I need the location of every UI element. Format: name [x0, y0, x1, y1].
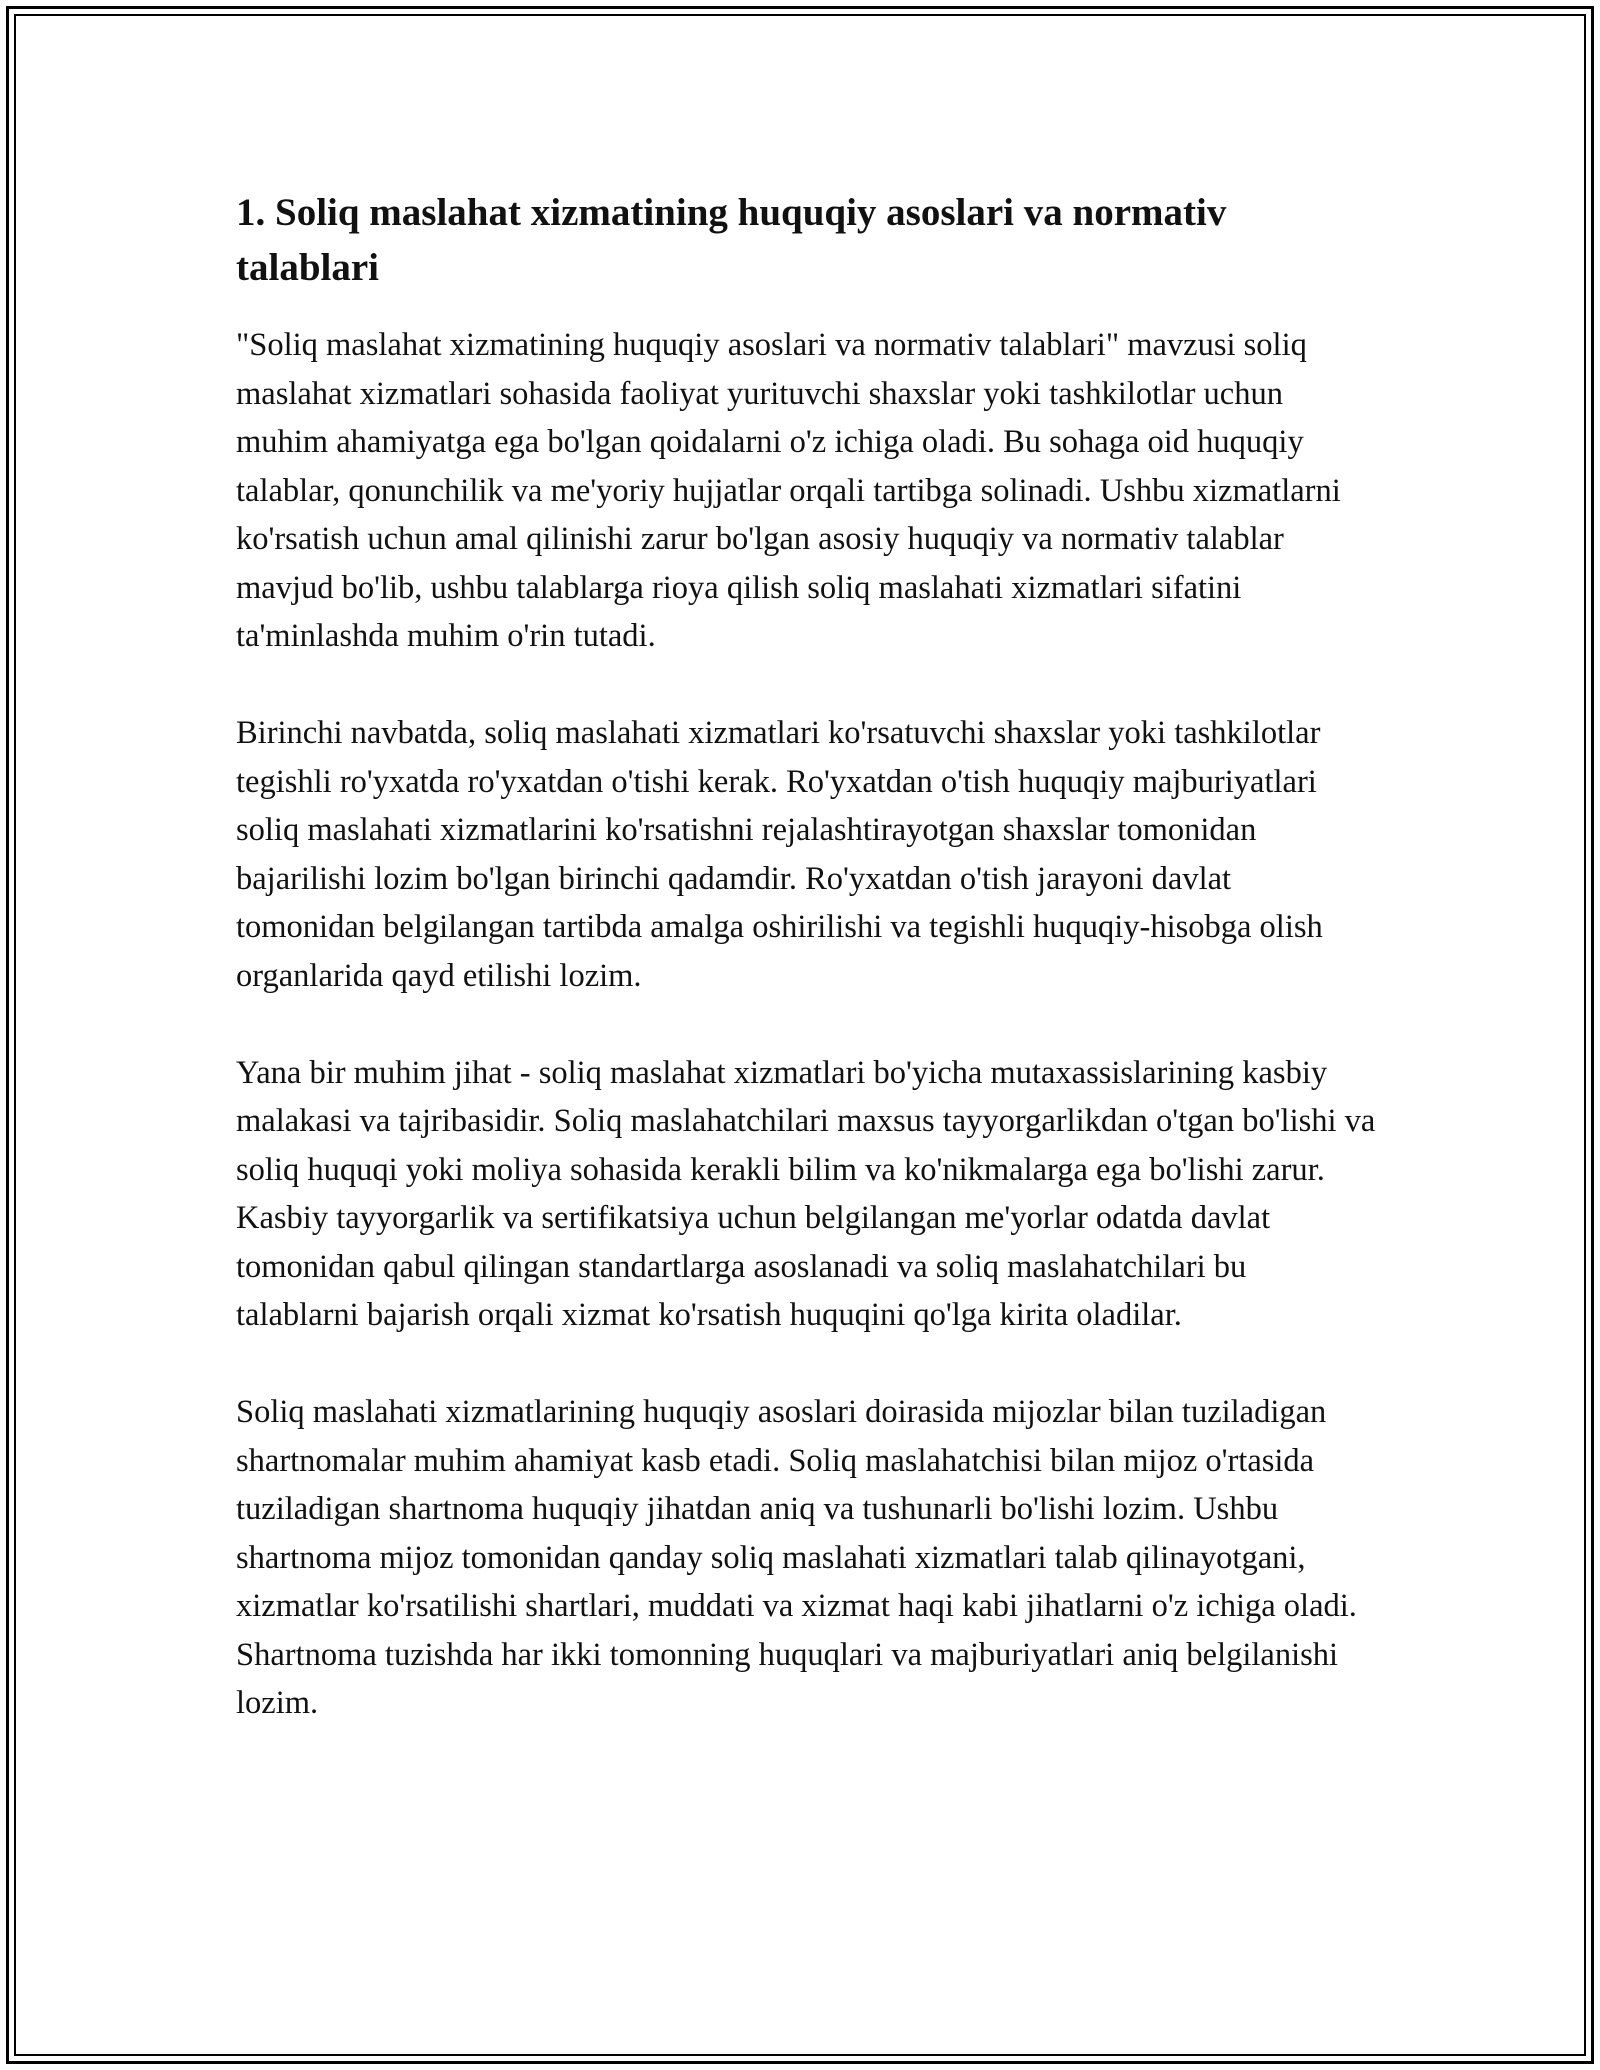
- paragraph-1: "Soliq maslahat xizmatining huquqiy asoslari va normativ talablari" mavzusi soliq maslahat xizmatlari sohasida faoliyat yurituvchi shaxslar yoki tashkilotlar uchun muhim ahamiyatga ega bo'lgan qoidalarni o'z ichiga oladi. Bu sohaga oid huquqiy talablar, qonunchilik va me'yoriy hujjatlar orqali tartibga solinadi. Ushbu xizmatlarni ko'rsatish uchun amal qilinishi zarur bo'lgan asosiy huquqiy va normativ talablar mavjud bo'lib, ushbu talablarga rioya qilish soliq maslahati xizmatlari sifatini ta'minlashda muhim o'rin tutadi.: [236, 327, 1341, 654]
- paragraph-4: Soliq maslahati xizmatlarining huquqiy asoslari doirasida mijozlar bilan tuziladigan shartnomalar muhim ahamiyat kasb etadi. Soliq maslahatchisi bilan mijoz o'rtasida tuziladigan shartnoma huquqiy jihatdan aniq va tushunarli bo'lishi lozim. Ushbu shartnoma mijoz tomonidan qanday soliq maslahati xizmatlari talab qilinayotgani, xizmatlar ko'rsatilishi shartlari, muddati va xizmat haqi kabi jihatlarni o'z ichiga oladi. Shartnoma tuzishda har ikki tomonning huquqlari va majburiyatlari aniq belgilanishi lozim.: [236, 1394, 1357, 1721]
- document-body: [236, 185, 1376, 1776]
- page-title: 1. Soliq maslahat xizmatining huquqiy asoslari va normativ talablari: [236, 191, 1227, 289]
- paragraph-3: Yana bir muhim jihat - soliq maslahat xizmatlari bo'yicha mutaxassislarining kasbiy malakasi va tajribasidir. Soliq maslahatchilari maxsus tayyorgarlikdan o'tgan bo'lishi va soliq huquqi yoki moliya sohasida kerakli bilim va ko'nikmalarga ega bo'lishi zarur. Kasbiy tayyorgarlik va sertifikatsiya uchun belgilangan me'yorlar odatda davlat tomonidan qabul qilingan standartlarga asoslanadi va soliq maslahatchilari bu talablarni bajarish orqali xizmat ko'rsatish huquqini qo'lga kirita oladilar.: [236, 1054, 1376, 1333]
- paragraph-2: Birinchi navbatda, soliq maslahati xizmatlari ko'rsatuvchi shaxslar yoki tashkilotlar tegishli ro'yxatda ro'yxatdan o'tishi kerak. Ro'yxatdan o'tish huquqiy majburiyatlari soliq maslahati xizmatlarini ko'rsatishni rejalashtirayotgan shaxslar tomonidan bajarilishi lozim bo'lgan birinchi qadamdir. Ro'yxatdan o'tish jarayoni davlat tomonidan belgilangan tartibda amalga oshirilishi va tegishli huquqiy-hisobga olish organlarida qayd etilishi lozim.: [236, 715, 1323, 994]
